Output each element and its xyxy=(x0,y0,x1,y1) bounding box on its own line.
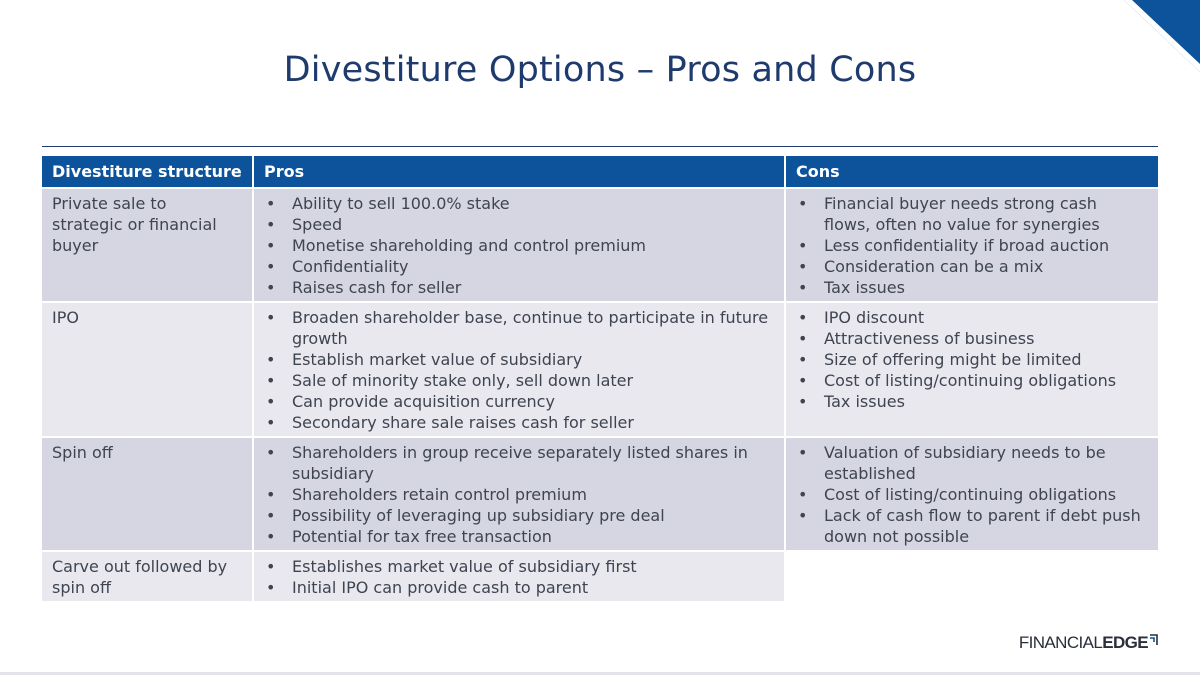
pros-item: • Confidentiality xyxy=(264,256,774,277)
pros-item: • Establishes market value of subsidiary first xyxy=(264,556,774,577)
logo-text-bold: EDGE xyxy=(1102,633,1148,652)
pros-item: • Initial IPO can provide cash to parent xyxy=(264,577,774,598)
cons-item: • Valuation of subsidiary needs to be established xyxy=(796,442,1148,484)
pros-item: • Establish market value of subsidiary xyxy=(264,349,774,370)
structure-cell: Private sale to strategic or financial buyer xyxy=(42,188,253,302)
pros-item: • Sale of minority stake only, sell down later xyxy=(264,370,774,391)
pros-item: • Ability to sell 100.0% stake xyxy=(264,193,774,214)
pros-cell xyxy=(253,437,785,551)
pros-item: • Broaden shareholder base, continue to participate in future growth xyxy=(264,307,774,349)
cons-cell xyxy=(785,302,1158,437)
cons-item: • Cost of listing/continuing obligations xyxy=(796,484,1148,505)
header-pros: Pros xyxy=(253,156,785,188)
logo-edge-icon xyxy=(1149,631,1158,651)
pros-item: • Can provide acquisition currency xyxy=(264,391,774,412)
pros-cell xyxy=(253,551,785,602)
logo-text-light: FINANCIAL xyxy=(1018,633,1103,652)
pros-cell xyxy=(253,188,785,302)
cons-item: • Lack of cash flow to parent if debt push down not possible xyxy=(796,505,1148,547)
table-row xyxy=(42,437,1158,551)
cons-item: • Less confidentiality if broad auction xyxy=(796,235,1148,256)
cons-item: • IPO discount xyxy=(796,307,1148,328)
cons-item: • Cost of listing/continuing obligations xyxy=(796,370,1148,391)
pros-cell xyxy=(253,302,785,437)
slide-title: Divestiture Options – Pros and Cons xyxy=(283,50,917,90)
structure-cell: Spin off xyxy=(42,437,253,551)
cons-item: • Consideration can be a mix xyxy=(796,256,1148,277)
title-divider xyxy=(42,146,1158,147)
divestiture-table xyxy=(42,156,1158,603)
cons-item: • Tax issues xyxy=(796,391,1148,412)
pros-item: • Monetise shareholding and control premium xyxy=(264,235,774,256)
cons-item: • Financial buyer needs strong cash flows, often no value for synergies xyxy=(796,193,1148,235)
pros-item: • Raises cash for seller xyxy=(264,277,774,298)
financial-edge-logo xyxy=(1019,633,1158,653)
pros-item: • Possibility of leveraging up subsidiary pre deal xyxy=(264,505,774,526)
cons-item: • Attractiveness of business xyxy=(796,328,1148,349)
structure-cell: IPO xyxy=(42,302,253,437)
table-row xyxy=(42,302,1158,437)
pros-item: • Shareholders in group receive separately listed shares in subsidiary xyxy=(264,442,774,484)
cons-item: • Tax issues xyxy=(796,277,1148,298)
table-row xyxy=(42,188,1158,302)
header-structure: Divestiture structure xyxy=(42,156,253,188)
pros-item: • Potential for tax free transaction xyxy=(264,526,774,547)
table-header-row xyxy=(42,156,1158,188)
table-row xyxy=(42,551,1158,602)
pros-item: • Secondary share sale raises cash for seller xyxy=(264,412,774,433)
header-cons: Cons xyxy=(785,156,1158,188)
pros-item: • Speed xyxy=(264,214,774,235)
structure-cell: Carve out followed by spin off xyxy=(42,551,253,602)
cons-cell xyxy=(785,188,1158,302)
cons-item: • Size of offering might be limited xyxy=(796,349,1148,370)
cons-cell xyxy=(785,437,1158,551)
pros-item: • Shareholders retain control premium xyxy=(264,484,774,505)
cons-cell-empty xyxy=(785,551,1158,602)
